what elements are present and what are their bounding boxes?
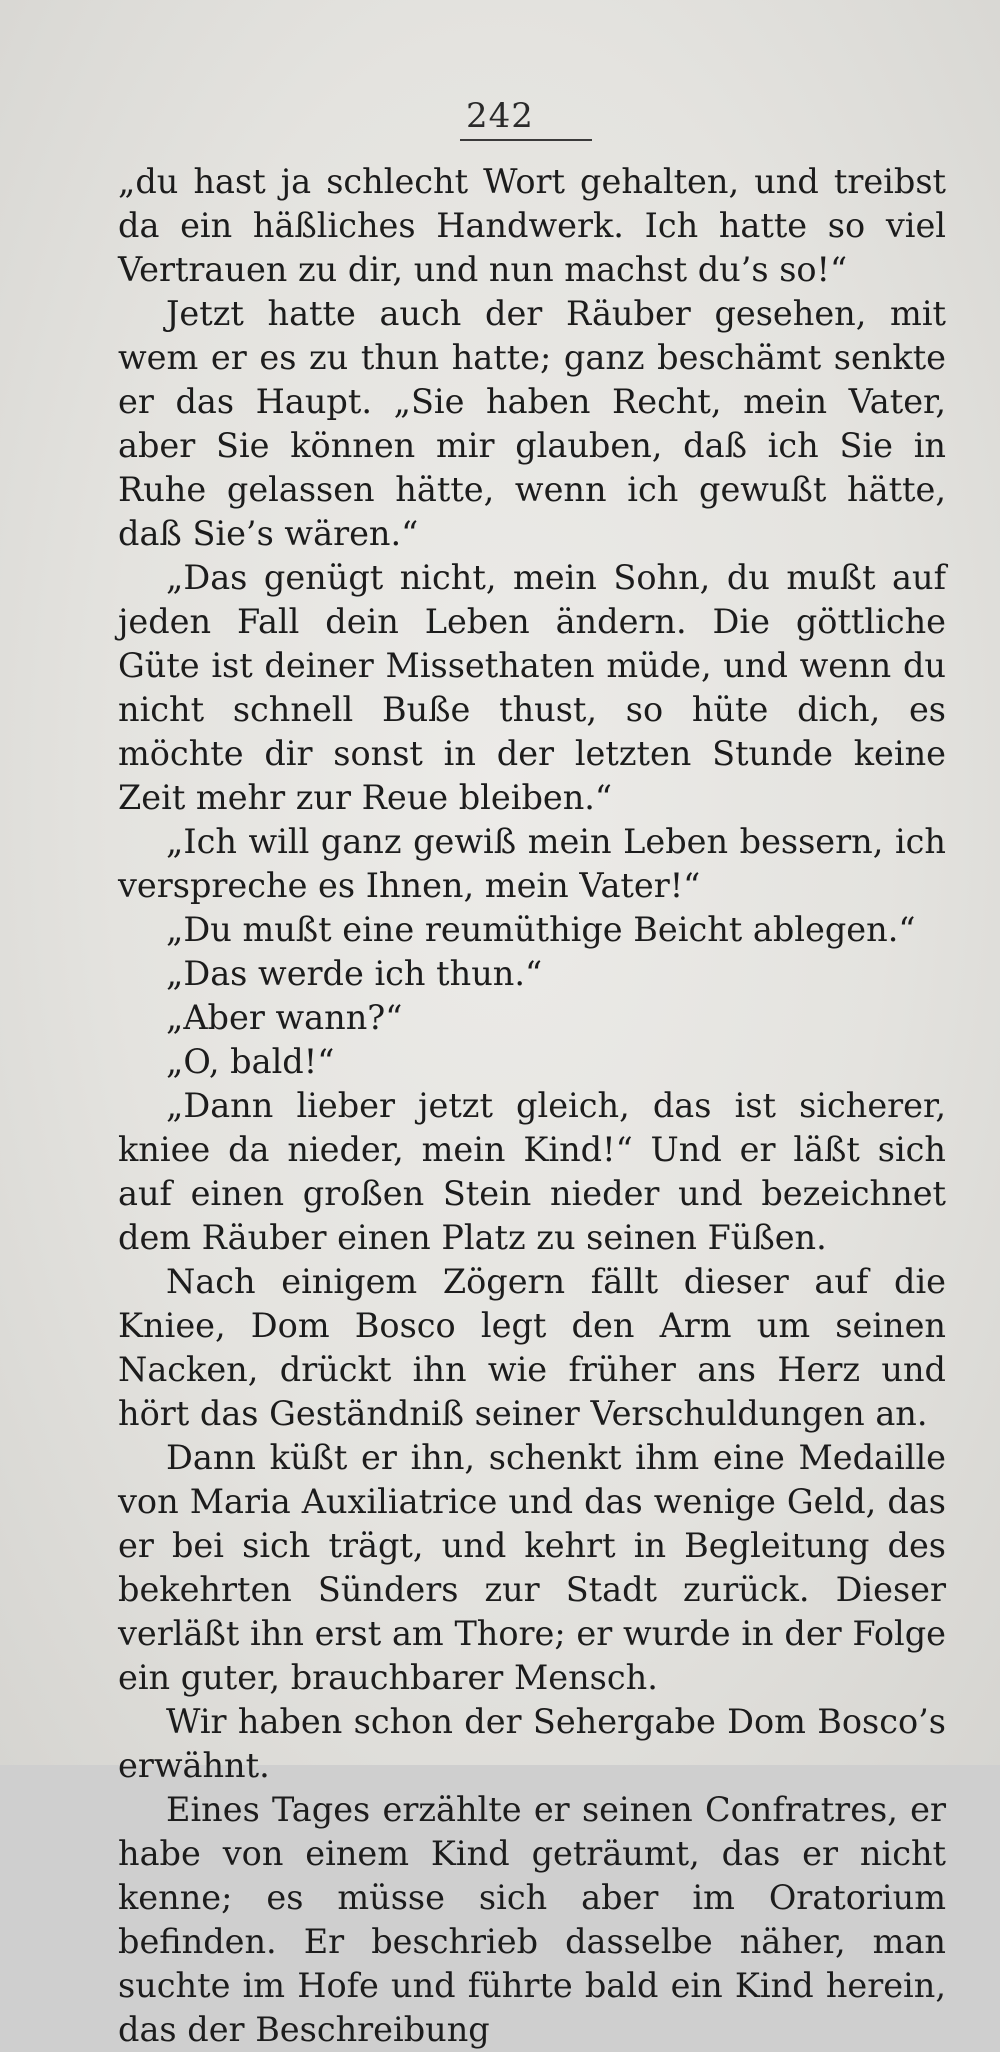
paragraph: Wir haben schon der Sehergabe Dom Bosco’s erwähnt. (118, 1702, 946, 1785)
paragraph: „Aber wann?“ (166, 998, 403, 1037)
body-text (118, 160, 946, 2052)
paragraph: „Dann lieber jetzt gleich, das ist sicherer, kniee da nieder, mein Kind!“ Und er läßt sich auf einen großen Stein nieder und bezeichnet dem Räuber einen Platz zu seinen Füßen. (118, 1086, 946, 1257)
paragraph: Dann küßt er ihn, schenkt ihm eine Medaille von Maria Auxiliatrice und das wenige Geld, das er bei sich trägt, und kehrt in Begleitung des bekehrten Sünders zur Stadt zurück. Dieser verläßt ihn erst am Thore; er wurde in der Folge ein guter, brauchbarer Mensch. (118, 1438, 946, 1697)
header-rule (460, 139, 592, 141)
paragraph: „Ich will ganz gewiß mein Leben bessern, ich verspreche es Ihnen, mein Vater!“ (118, 822, 946, 905)
paragraph: „Du mußt eine reumüthige Beicht ablegen.“ (166, 910, 916, 949)
page-number: 242 (466, 96, 534, 136)
paragraph: Eines Tages erzählte er seinen Confratres, er habe von einem Kind geträumt, das er nicht kenne; es müsse sich aber im Oratorium befinden. Er beschrieb dasselbe näher, man suchte im Hofe und führte bald ein Kind herein, das der Beschreibung (118, 1790, 946, 2049)
paragraph-continuation: „du hast ja schlecht Wort gehalten, und treibst da ein häßliches Handwerk. Ich hatte so viel Vertrauen zu dir, und nun machst du’s so!“ (118, 162, 946, 289)
paragraph: „Das genügt nicht, mein Sohn, du mußt auf jeden Fall dein Leben ändern. Die göttliche Güte ist deiner Missethaten müde, und wenn du nicht schnell Buße thust, so hüte dich, es möchte dir sonst in der letzten Stunde keine Zeit mehr zur Reue bleiben.“ (118, 558, 946, 817)
paragraph: Nach einigem Zögern fällt dieser auf die Kniee, Dom Bosco legt den Arm um seinen Nacken, drückt ihn wie früher ans Herz und hört das Geständniß seiner Verschuldungen an. (118, 1262, 946, 1433)
paragraph: „Das werde ich thun.“ (166, 954, 543, 993)
paragraph: Jetzt hatte auch der Räuber gesehen, mit wem er es zu thun hatte; ganz beschämt senkte er das Haupt. „Sie haben Recht, mein Vater, aber Sie können mir glauben, daß ich Sie in Ruhe gelassen hätte, wenn ich gewußt hätte, daß Sie’s wären.“ (118, 294, 946, 553)
paragraph: „O, bald!“ (166, 1042, 335, 1081)
